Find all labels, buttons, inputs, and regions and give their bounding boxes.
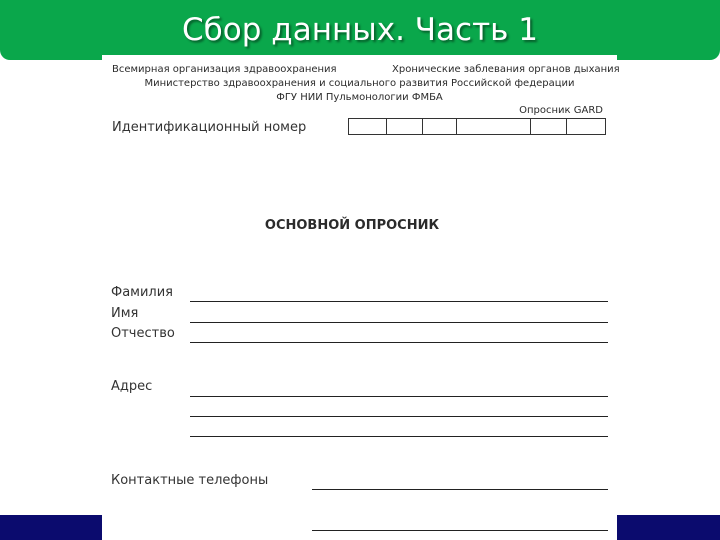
- address-line-3[interactable]: [190, 436, 608, 437]
- address-line-1[interactable]: [190, 396, 608, 397]
- surname-label: Фамилия: [111, 285, 173, 300]
- org-right: Хронические заблевания органов дыхания: [392, 64, 620, 75]
- id-number-boxes[interactable]: [348, 118, 606, 135]
- patronymic-line[interactable]: [190, 342, 608, 343]
- id-cell[interactable]: [387, 119, 423, 134]
- patronymic-label: Отчество: [111, 326, 175, 341]
- ministry-line: Министерство здравоохранения и социального развития Российской федерации: [144, 78, 575, 89]
- phones-line-1[interactable]: [312, 489, 608, 490]
- phones-line-2[interactable]: [312, 530, 608, 531]
- questionnaire-code: Опросник GARD: [519, 105, 603, 116]
- id-cell[interactable]: [423, 119, 457, 134]
- org-left: Всемирная организация здравоохранения: [112, 64, 337, 75]
- id-number-label: Идентификационный номер: [112, 120, 307, 135]
- id-cell[interactable]: [567, 119, 605, 134]
- id-cell[interactable]: [457, 119, 531, 134]
- questionnaire-document: [102, 55, 620, 540]
- name-label: Имя: [111, 306, 139, 321]
- phones-label: Контактные телефоны: [111, 473, 269, 488]
- address-line-2[interactable]: [190, 416, 608, 417]
- institute-line: ФГУ НИИ Пульмонологии ФМБА: [276, 92, 443, 103]
- id-cell[interactable]: [531, 119, 567, 134]
- questionnaire-title: ОСНОВНОЙ ОПРОСНИК: [264, 218, 440, 233]
- id-cell[interactable]: [349, 119, 387, 134]
- slide-title: Сбор данных. Часть 1: [182, 12, 538, 48]
- surname-line[interactable]: [190, 301, 608, 302]
- address-label: Адрес: [111, 379, 153, 394]
- name-line[interactable]: [190, 322, 608, 323]
